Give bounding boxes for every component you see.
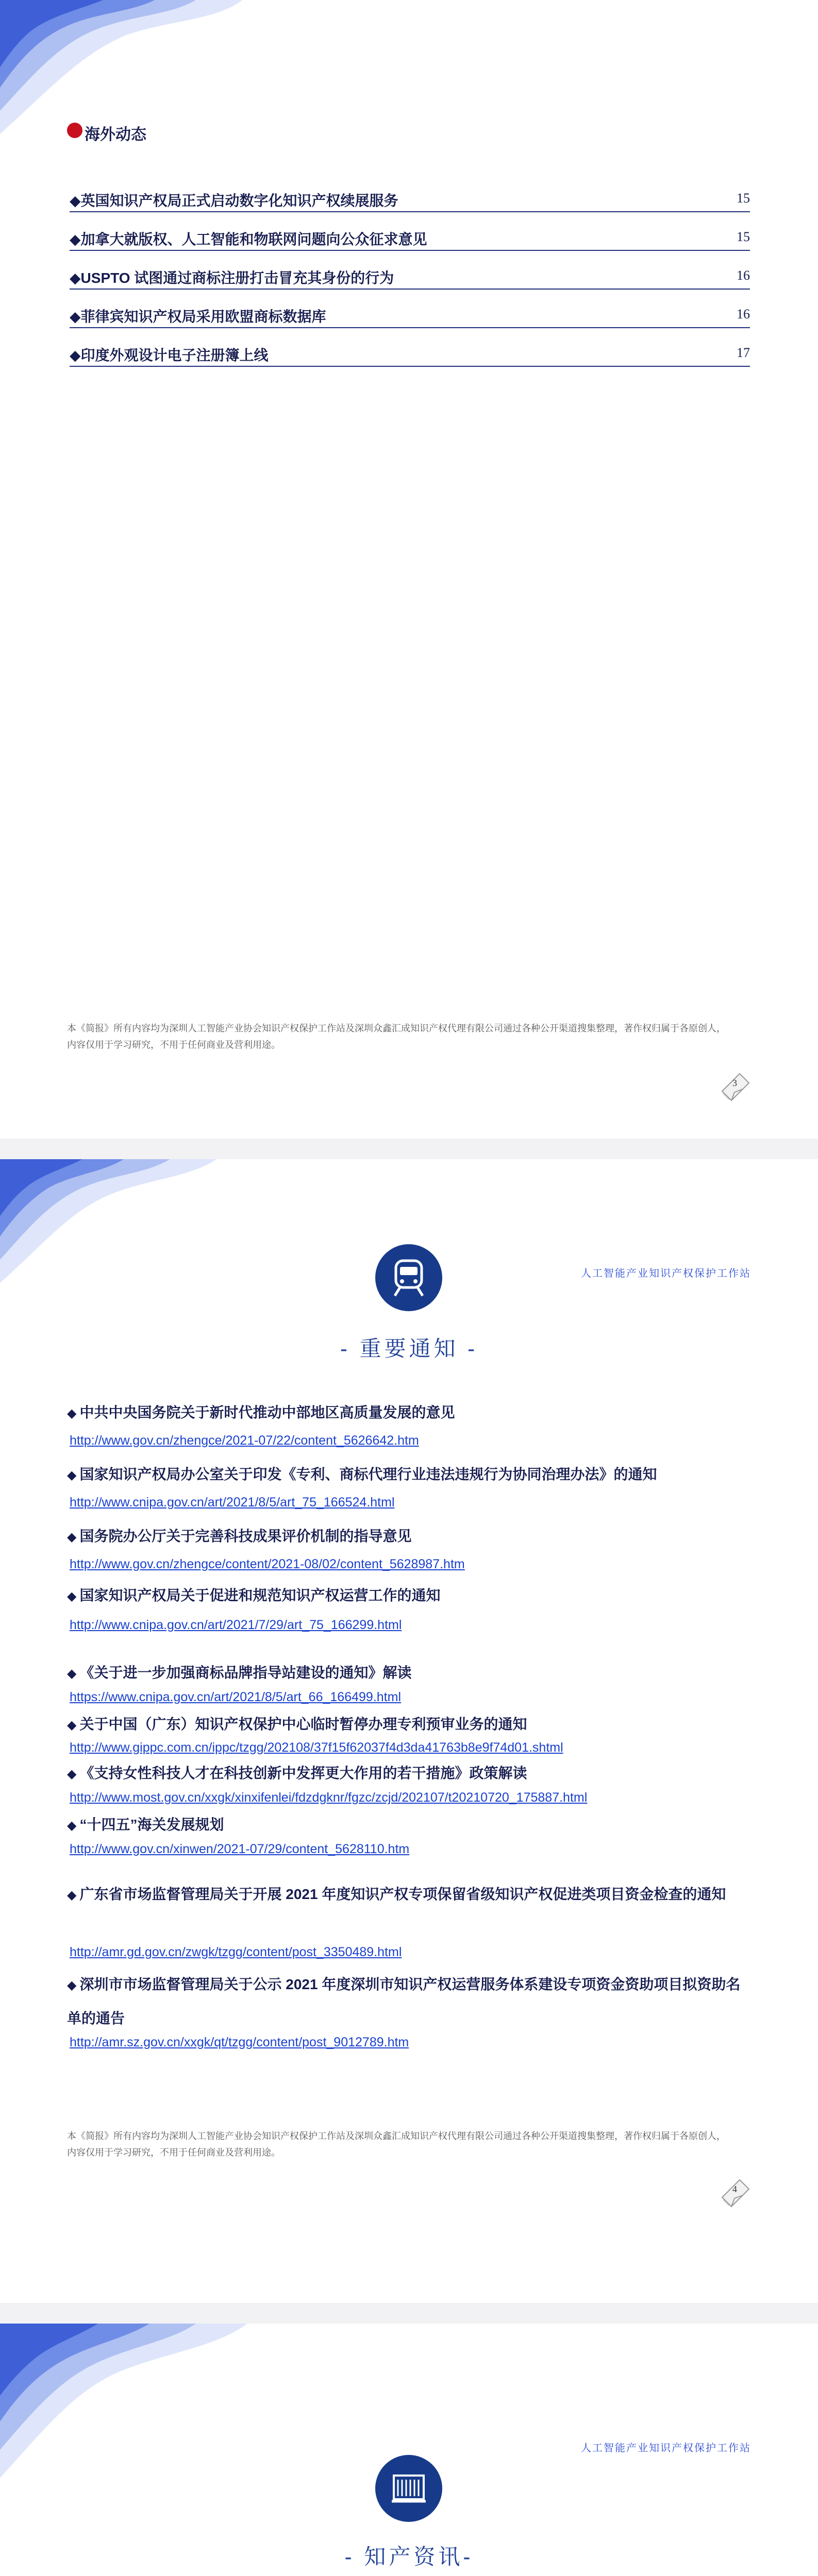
diamond-bullet-icon: ◆ — [67, 1589, 77, 1603]
notice-link[interactable]: http://www.cnipa.gov.cn/art/2021/7/29/art_75_166299.html — [70, 1618, 402, 1632]
notice-title: ◆ “十四五”海关发展规划 — [67, 1817, 224, 1833]
diamond-bullet-icon: ◆ — [70, 270, 81, 286]
diamond-bullet-icon: ◆ — [67, 1718, 77, 1732]
page-number-badge — [719, 1071, 752, 1104]
toc-title: USPTO 试图通过商标注册打击冒充其身份的行为 — [80, 270, 394, 286]
building-icon — [375, 2455, 442, 2522]
page-4 — [0, 1159, 818, 2303]
toc-page-number: 15 — [737, 191, 750, 206]
notice-title: ◆ 国务院办公厅关于完善科技成果评价机制的指导意见 — [67, 1528, 412, 1544]
header-organization: 人工智能产业知识产权保护工作站 — [581, 1268, 751, 1279]
toc-row[interactable] — [70, 224, 750, 251]
notice-link[interactable]: http://amr.sz.gov.cn/xxgk/qt/tzgg/content/post_9012789.htm — [70, 2035, 409, 2049]
bullet-dot — [67, 123, 82, 138]
diamond-bullet-icon: ◆ — [67, 1978, 77, 1992]
info-badge — [375, 2455, 442, 2522]
toc-title: 菲律宾知识产权局采用欧盟商标数据库 — [80, 309, 326, 325]
toc-page-number: 16 — [737, 268, 750, 283]
notice-link[interactable]: https://www.cnipa.gov.cn/art/2021/8/5/art_66_166499.html — [70, 1690, 401, 1704]
notice-title: ◆ 《关于进一步加强商标品牌指导站建设的通知》解读 — [67, 1665, 412, 1681]
corner-wave-decoration — [0, 2324, 268, 2478]
page-gap — [0, 1139, 818, 1159]
corner-wave-decoration — [0, 1159, 237, 1283]
notice-link[interactable]: http://www.most.gov.cn/xxgk/xinxifenlei/fdzdgknr/fgzc/zcjd/202107/t20210720_175887.html — [70, 1790, 588, 1805]
toc-row[interactable] — [70, 301, 750, 328]
notice-title: ◆ 《支持女性科技人才在科技创新中发挥更大作用的若干措施》政策解读 — [67, 1765, 527, 1781]
page-number-badge — [719, 2177, 752, 2210]
diamond-bullet-icon: ◆ — [70, 193, 81, 209]
toc-row[interactable] — [70, 185, 750, 212]
toc-row[interactable] — [70, 340, 750, 367]
notice-title: ◆ 关于中国（广东）知识产权保护中心临时暂停办理专利预审业务的通知 — [67, 1716, 527, 1732]
diamond-bullet-icon: ◆ — [67, 1406, 77, 1420]
notice-title: ◆ 中共中央国务院关于新时代推动中部地区高质量发展的意见 — [67, 1404, 455, 1420]
diamond-bullet-icon: ◆ — [67, 1767, 77, 1781]
notice-link[interactable]: http://www.cnipa.gov.cn/art/2021/8/5/art_75_166524.html — [70, 1495, 395, 1510]
page-number: 3 — [732, 1078, 737, 1088]
diamond-bullet-icon: ◆ — [67, 1819, 77, 1833]
notice-link[interactable]: http://www.gov.cn/zhengce/content/2021-08/02/content_5628987.htm — [70, 1557, 465, 1571]
page-number: 4 — [732, 2184, 737, 2194]
notice-link[interactable]: http://amr.gd.gov.cn/zwgk/tzgg/content/post_3350489.html — [70, 1945, 402, 1959]
footer-note: 本《简报》所有内容均为深圳人工智能产业协会知识产权保护工作站及深圳众鑫汇成知识产权代理有限公司通过各种公开渠道搜集整理，著作权归属于各原创人， 内容仅用于学习研究，不用于任何商业及营利用途。 — [67, 2131, 726, 2158]
diamond-bullet-icon: ◆ — [70, 347, 81, 363]
notice-title: ◆ 国家知识产权局关于促进和规范知识产权运营工作的通知 — [67, 1587, 441, 1603]
page-gap — [0, 2303, 818, 2324]
diamond-bullet-icon: ◆ — [67, 1530, 77, 1544]
footer-note: 本《简报》所有内容均为深圳人工智能产业协会知识产权保护工作站及深圳众鑫汇成知识产权代理有限公司通过各种公开渠道搜集整理，著作权归属于各原创人， 内容仅用于学习研究，不用于任何商业及营利用途。 — [67, 1023, 726, 1050]
notice-title: ◆ 广东省市场监督管理局关于开展 2021 年度知识产权专项保留省级知识产权促进类项目资金检查的通知 — [67, 1886, 726, 1902]
section-title: - 知产资讯- — [344, 2545, 474, 2569]
notice-badge — [375, 1244, 442, 1311]
toc-page-number: 16 — [737, 307, 750, 321]
toc-title: 英国知识产权局正式启动数字化知识产权续展服务 — [80, 193, 398, 209]
notice-link[interactable]: http://www.gippc.com.cn/ippc/tzgg/202108/37f15f62037f4d3da41763b8e9f74d01.shtml — [70, 1740, 563, 1755]
diamond-bullet-icon: ◆ — [67, 1667, 77, 1681]
train-icon — [375, 1244, 442, 1311]
toc-title: 加拿大就版权、人工智能和物联网问题向公众征求意见 — [80, 231, 427, 247]
toc-title: 印度外观设计电子注册簿上线 — [80, 347, 269, 363]
notice-title: ◆ 深圳市市场监督管理局关于公示 2021 年度深圳市知识产权运营服务体系建设专项资金资助项目拟资助名单的通告 — [67, 1976, 741, 2026]
diamond-bullet-icon: ◆ — [67, 1468, 77, 1482]
page-3 — [0, 0, 818, 1139]
section-title: - 重要通知 - — [340, 1336, 478, 1361]
toc-page-number: 15 — [737, 229, 750, 244]
toc-page-number: 17 — [737, 345, 750, 360]
section-label: 海外动态 — [85, 126, 146, 143]
diamond-bullet-icon: ◆ — [67, 1888, 77, 1902]
page-5 — [0, 2324, 818, 2576]
notice-link[interactable]: http://www.gov.cn/xinwen/2021-07/29/content_5628110.htm — [70, 1842, 410, 1856]
header-organization: 人工智能产业知识产权保护工作站 — [581, 2443, 751, 2454]
diamond-bullet-icon: ◆ — [70, 309, 81, 325]
diamond-bullet-icon: ◆ — [70, 231, 81, 247]
notice-link[interactable]: http://www.gov.cn/zhengce/2021-07/22/content_5626642.htm — [70, 1433, 419, 1448]
corner-wave-decoration — [0, 0, 268, 134]
toc-row[interactable] — [70, 263, 750, 290]
notice-title: ◆ 国家知识产权局办公室关于印发《专利、商标代理行业违法违规行为协同治理办法》的通知 — [67, 1466, 657, 1482]
